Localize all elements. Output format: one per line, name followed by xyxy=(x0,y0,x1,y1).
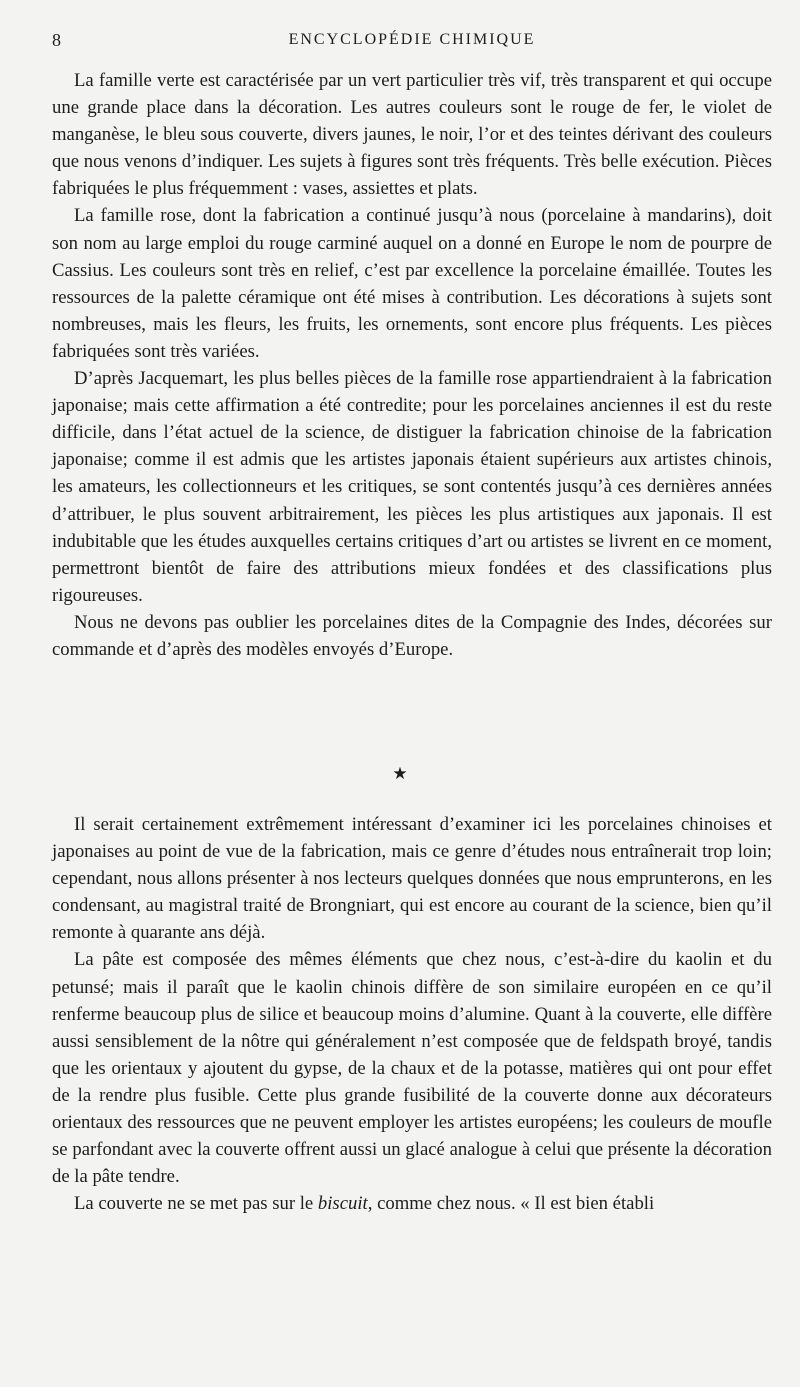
section-two xyxy=(52,811,772,1217)
paragraph-famille-verte: La famille verte est caractérisée par un vert particulier très vif, très transparent et qui occupe une grande place dans la décoration. Les autres couleurs sont le rouge de fer, le violet de manganèse, le bleu sous couverte, divers jaunes, le noir, l’or et des teintes dérivant des couleurs que nous venons d’indiquer. Les sujets à figures sont très fréquents. Très belle exécution. Pièces fabriquées le plus fréquemment : vases, assiettes et plats. xyxy=(52,70,772,200)
paragraph-jacquemart: D’après Jacquemart, les plus belles pièces de la famille rose appartiendraient à la fabrication japonaise; mais cette affirmation a été contredite; pour les porcelaines anciennes il est du reste difficile, dans l’état actuel de la science, de distiguer la fabrication chinoise de la fabrication japonaise; comme il est admis que les artistes japonais étaient supérieurs aux artistes chinois, les amateurs, les collectionneurs et les critiques, se sont contentés jusqu’à ces dernières années d’attribuer, le plus souvent arbitrairement, les pièces les plus artistiques aux japonais. Il est indubitable que les études auxquelles certains critiques d’art ou artistes se livrent en ce moment, permettront bientôt de faire des attributions mieux fondées et des classifications plus rigoureuses. xyxy=(52,368,772,606)
page-header xyxy=(52,30,772,58)
paragraph-compagnie-des-indes: Nous ne devons pas oublier les porcelaines dites de la Compagnie des Indes, décorées sur commande et d’après des modèles envoyés d’Europe. xyxy=(52,611,772,660)
running-head: ENCYCLOPÉDIE CHIMIQUE xyxy=(288,31,536,48)
paragraph-biscuit-italic: biscuit xyxy=(317,1193,368,1215)
paragraph-famille-rose: La famille rose, dont la fabrication a continué jusqu’à nous (porcelaine à mandarins), doit son nom au large emploi du rouge carminé auquel on a donné en Europe le nom de pourpre de Cassius. Les couleurs sont très en relief, c’est par excellence la porcelaine émaillée. Toutes les ressources de la palette céramique ont été mises à contribution. Les décorations à sujets sont nombreuses, mais les fleurs, les fruits, les ornements, sont encore plus fréquents. Les pièces fabriquées sont très variées. xyxy=(52,205,772,362)
paragraph-fabrication: Il serait certainement extrêmement intéressant d’examiner ici les porcelaines chinoises et japonaises au point de vue de la fabrication, mais ce genre d’études nous entraînerait trop loin; cependant, nous allons présenter à nos lecteurs quelques données que nous emprunterons, en les condensant, au magistral traité de Brongniart, qui est encore au courant de la science, bien qu’il remonte à quarante ans déjà. xyxy=(52,814,772,944)
paragraph-pate-et-couverte: La pâte est composée des mêmes éléments que chez nous, c’est-à-dire du kaolin et du petunsé; mais il paraît que le kaolin chinois diffère de son similaire européen en ce qu’il renferme beaucoup plus de silice et beaucoup moins d’alumine. Quant à la couverte, elle diffère aussi sensiblement de la nôtre qui généralement n’est composée que de feldspath broyé, tandis que les orientaux y ajoutent du gypse, de la chaux et de la potasse, matières qui ont pour effet de la rendre plus fusible. Cette plus grande fusibilité de la couverte donne aux décorateurs orientaux des ressources que ne peuvent employer les artistes européens; les couleurs de moufle se parfondant avec la couverte offrent aussi un glacé analogue à celui que présente la décoration de la pâte tendre. xyxy=(52,949,772,1188)
paragraph-biscuit-before: La couverte ne se met pas sur le xyxy=(74,1193,318,1215)
paragraph-biscuit-after: , comme chez nous. « Il est bien établi xyxy=(367,1193,655,1215)
paragraph-biscuit xyxy=(52,1190,772,1217)
section-one xyxy=(52,67,772,663)
page-number: 8 xyxy=(52,30,61,50)
section-separator-star: ★ xyxy=(392,764,408,784)
